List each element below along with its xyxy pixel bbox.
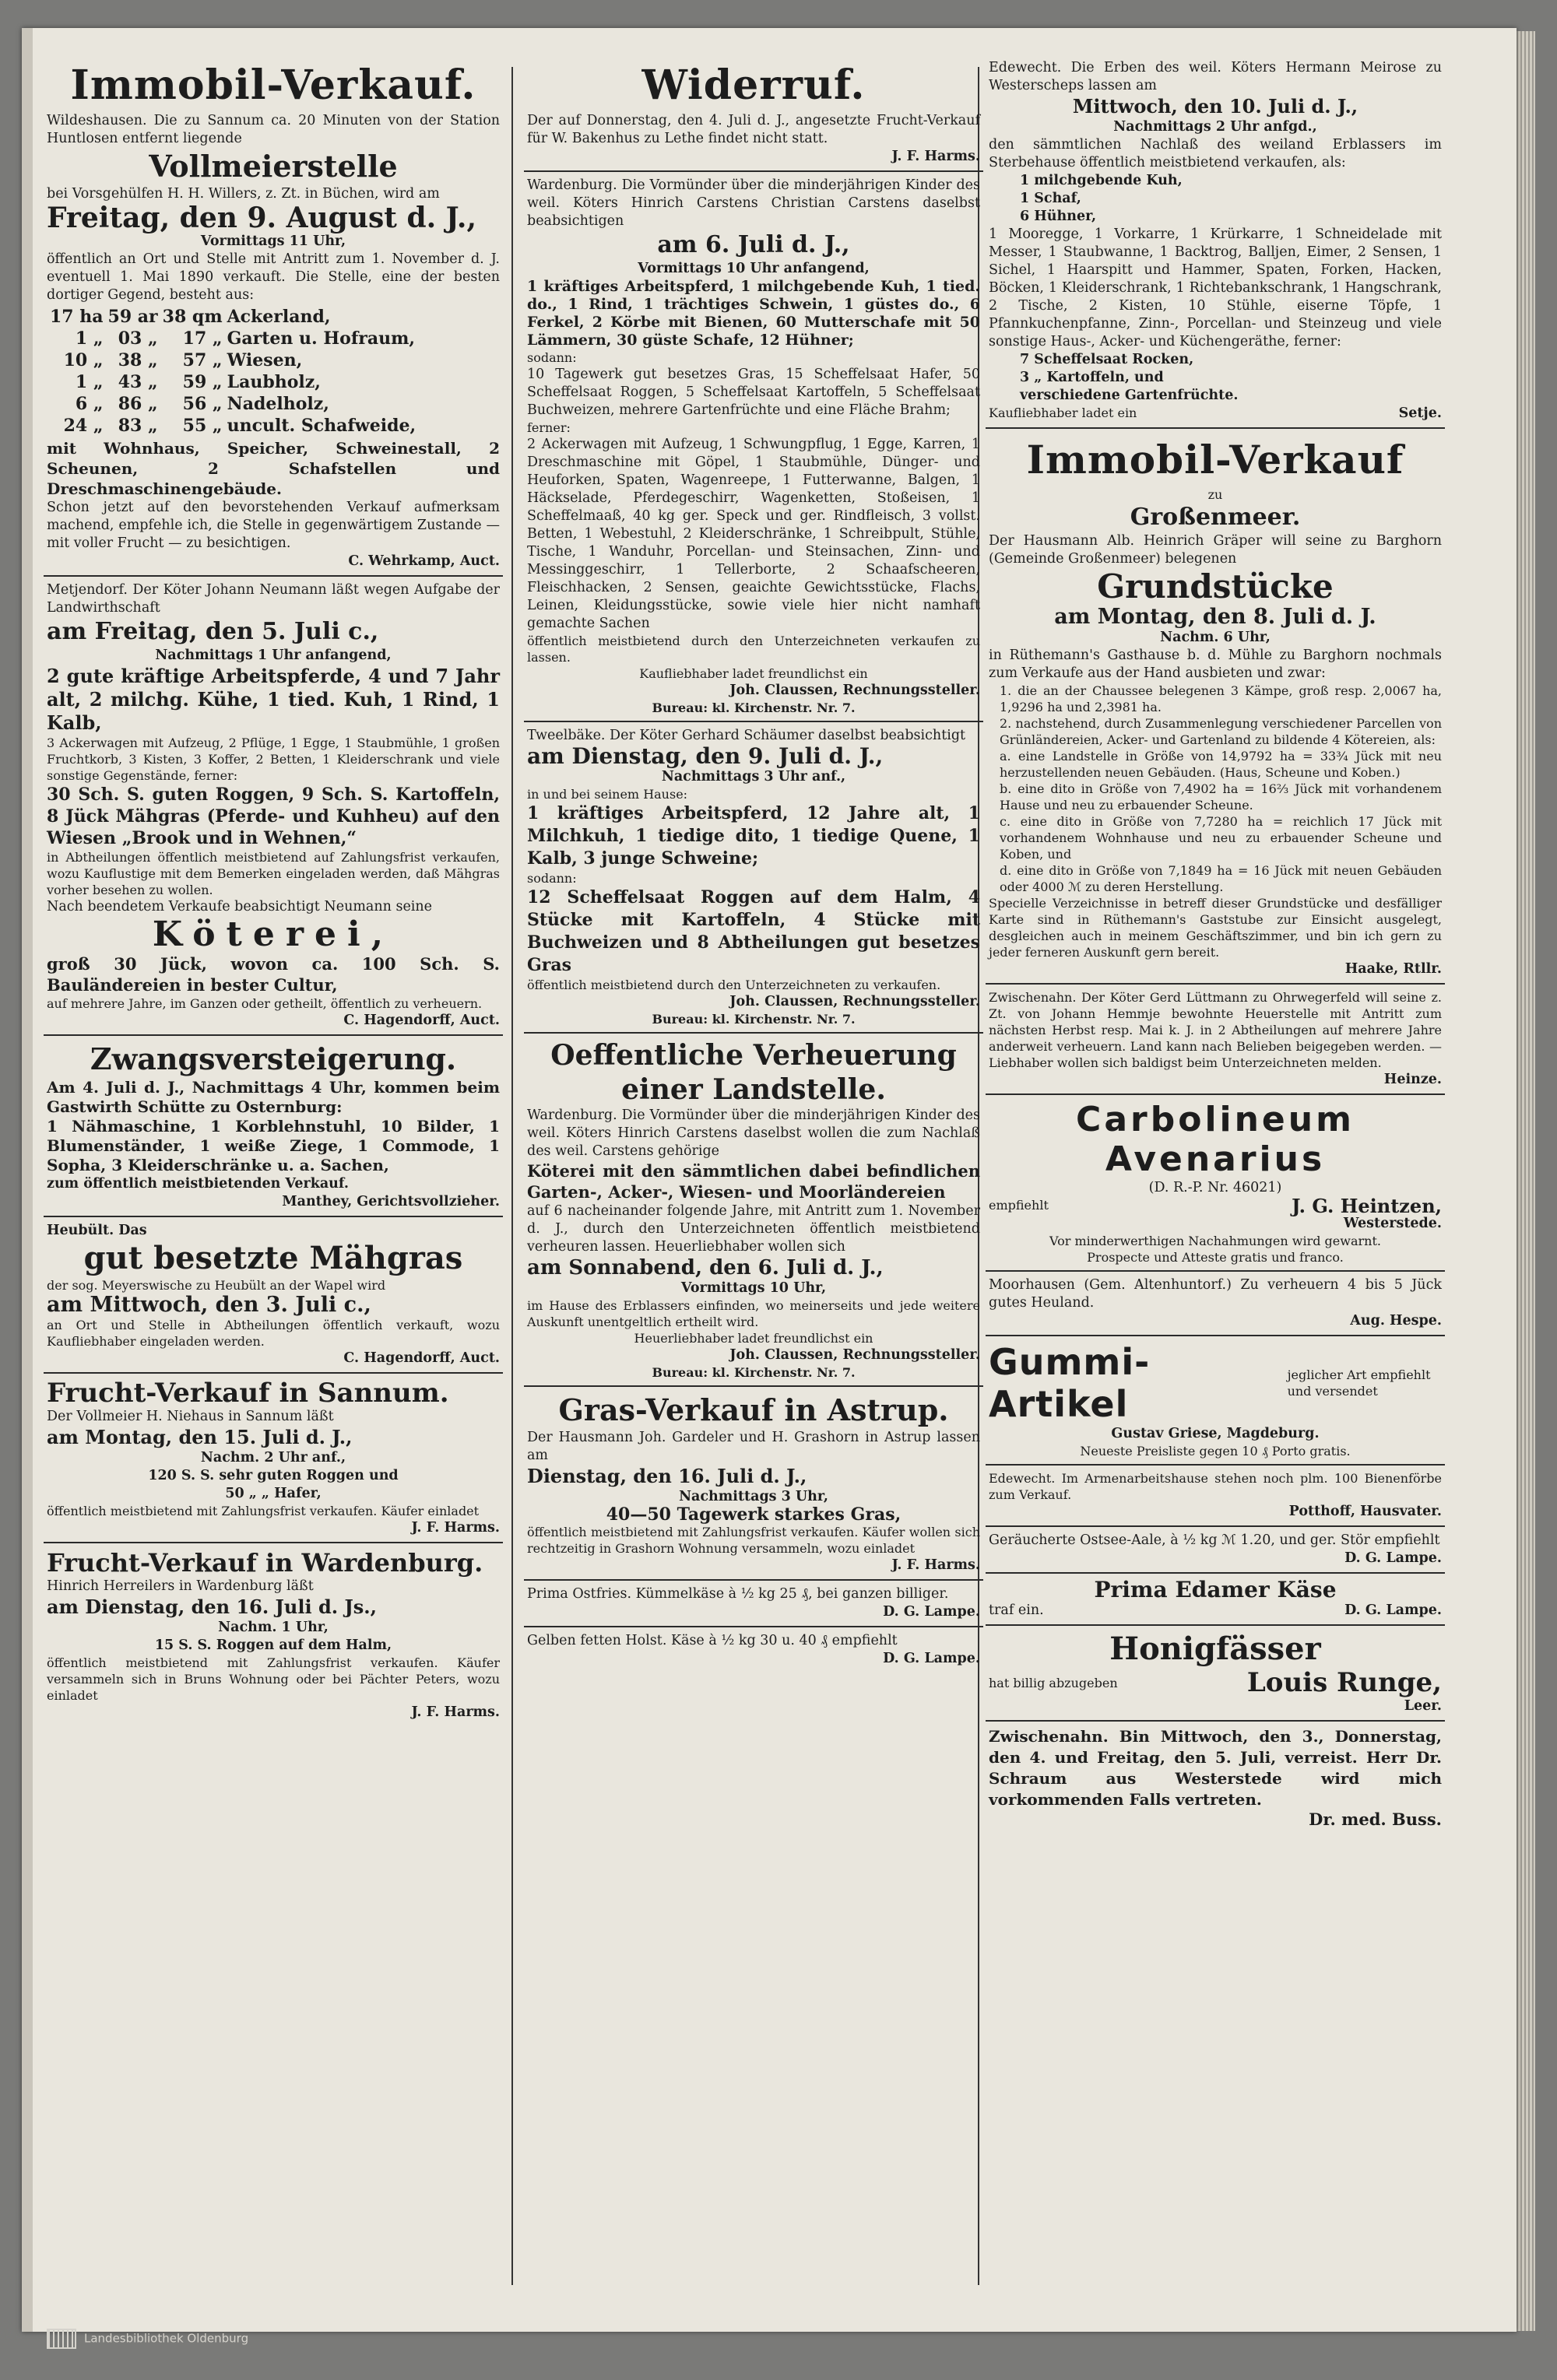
ad-seller: J. G. Heintzen,	[1292, 1195, 1442, 1217]
land-cell-a: 03 „	[118, 328, 158, 349]
binding-edge	[22, 28, 33, 2332]
land-cell-qm: 57 „	[182, 350, 223, 370]
ad-items: 1 Mooregge, 1 Vorkarre, 1 Krürkarre, 1 Schneidelade mit Messer, 1 Staubwanne, 1 Backtrog, Balljen, Eimer, 2 Sensen, 1 Sichel, 1 Haarspitt und Hammer, Spaten, Forken, Hacken, Böcken, 1 Kleiderschrank, 1 Richtebankschrank, 1 Hangschrank, 2 Tische, 2 Kisten, 10 Stühle, eiserne Töpfe, 1 Pfannkuchenpfanne, Zinn-, Porcellan- und Steinzeug und viele sonstige Haus-, Acker- und Küchengeräthe, ferner:	[989, 226, 1442, 349]
ad-terms: öffentlich meistbietend durch den Unterzeichneten zu verkaufen.	[527, 978, 941, 992]
parcel-item: c. eine dito in Größe von 7,7280 ha = reichlich 17 Jück mit vorhandenem Wohnhause und neu zu erbauender Scheune und Koben, und	[1000, 814, 1442, 862]
ad-terms: öffentlich meistbietend mit Zahlungsfrist verkaufen. Käufer wollen sich rechtzeitig in Grashorn Wohnung versammeln, wozu einladet	[527, 1525, 980, 1556]
ad-object: Köterei mit den sämmtlichen dabei befindlichen Garten-, Acker-, Wiesen- und Moorländereien	[527, 1161, 980, 1202]
land-cell-ha: 17 ha	[50, 307, 104, 327]
ad-time: Vormittags 10 Uhr anfangend,	[638, 261, 870, 276]
parcel-item: 1. die an der Chaussee belegenen 3 Kämpe, groß resp. 2,0067 ha, 1,9296 ha und 2,3981 ha.	[1000, 683, 1442, 714]
ad-date: am Montag, den 15. Juli d. J.,	[47, 1426, 353, 1448]
ad-price: Neueste Preisliste gegen 10 ₰ Porto gratis.	[1080, 1444, 1351, 1459]
ad-place: Leer.	[1404, 1698, 1442, 1714]
ad-moorhausen	[986, 1276, 1445, 1336]
ad-intro: Der Hausmann Joh. Gardeler und H. Grashorn in Astrup lassen am	[527, 1430, 980, 1463]
ad-terms: öffentlich meistbietend mit Zahlungsfrist verkaufen. Käufer einladet	[47, 1504, 480, 1518]
ad-crop2: 3 „ Kartoffeln, und	[1020, 370, 1164, 385]
ad-animals: 1 kräftiges Arbeitspferd, 12 Jahre alt, 1 Milchkuh, 1 tiedige dito, 1 tiedige Quene, 1 Kalb, 3 junge Schweine;	[527, 803, 980, 869]
library-footer	[47, 2329, 248, 2349]
ad-object: Köterei,	[152, 914, 395, 954]
ad-text: Zwischenahn. Bin Mittwoch, den 3., Donnerstag, den 4. und Freitag, den 5. Juli, verreist. Herr Dr. Schraum aus Westerstede wird mich vorkommenden Falls vertreten.	[989, 1727, 1442, 1809]
ad-date: Freitag, den 9. August d. J.,	[47, 202, 476, 234]
ad-tweelbaeke	[524, 727, 983, 1034]
land-cell-qm: 17 „	[182, 328, 223, 349]
ad-intro: Der Vollmeier H. Niehaus in Sannum läßt	[47, 1409, 334, 1424]
ad-object: Vollmeierstelle	[149, 149, 398, 184]
ad-date: am Mittwoch, den 3. Juli c.,	[47, 1293, 371, 1317]
column-2	[524, 59, 983, 2296]
ad-intro: Wildeshausen. Die zu Sannum ca. 20 Minuten von der Station Huntlosen entfernt liegende	[47, 113, 500, 146]
ad-signature: Heinze.	[1383, 1072, 1442, 1087]
ad-terms2: auf mehrere Jahre, im Ganzen oder getheilt, öffentlich zu verheuern.	[47, 996, 483, 1011]
ad-terms: öffentlich an Ort und Stelle mit Antritt zum 1. November d. J. eventuell 1. Mai 1890 verkauft. Die Stelle, eine der besten dortiger Gegend, besteht aus:	[47, 251, 500, 303]
ad-more: im Hause des Erblassers einfinden, wo meinerseits und jede weitere Auskunft unentgeltlich ertheilt wird.	[527, 1298, 980, 1329]
ad-carbolineum	[986, 1100, 1445, 1272]
ad-signature: Dr. med. Buss.	[1309, 1810, 1442, 1829]
ad-title2: Avenarius	[1105, 1139, 1326, 1179]
ad-intro: Metjendorf. Der Köter Johann Neumann läßt wegen Aufgabe der Landwirthschaft	[47, 582, 500, 616]
ad-item2: 50 „ „ Hafer,	[225, 1486, 322, 1501]
ad-signature: D. G. Lampe.	[1344, 1550, 1442, 1566]
ad-intro: Edewecht. Die Erben des weil. Köters Hermann Meirose zu Westerscheps lassen am	[989, 60, 1442, 93]
land-cell-use: Garten u. Hofraum,	[227, 328, 416, 349]
ad-terms: den sämmtlichen Nachlaß des weiland Erblassers im Sterbehause öffentlich meistbietend verkaufen, als:	[989, 137, 1442, 170]
ad-signature: J. F. Harms.	[891, 1557, 980, 1573]
ad-title: Prima Edamer Käse	[1094, 1577, 1337, 1602]
ad-edewecht-nachlass	[986, 59, 1445, 429]
ad-recommends: empfiehlt	[989, 1198, 1049, 1213]
ad-title: Frucht-Verkauf in Wardenburg.	[47, 1548, 483, 1578]
ad-seller: Gustav Griese, Magdeburg.	[1111, 1426, 1320, 1441]
land-cell-qm: 38 qm	[162, 307, 223, 327]
land-cell-use: Nadelholz,	[227, 394, 329, 414]
ad-verheuerung	[524, 1038, 983, 1387]
ad-items: 2 Ackerwagen mit Aufzeug, 1 Schwungpflug, 1 Egge, Karren, 1 Dreschmaschine mit Göpel, 1 Staubmühle, Dünger- und Heuforken, Spaten, Wagenreepe, 1 Futterwanne, Balgen, 1 Häckselade, Pferdegeschirr, Wagenketten, Stoßeisen, 1 Scheffelmaaß, 40 kg ger. Speck und ger. Rindfleisch, 3 vollst. Betten, 1 Webestuhl, 2 Kleiderschränke, 1 Schreibpult, Stühle, Tische, 1 Wanduhr, Porcellan- und Steinsachen, Zinn- und Messinggeschirr, 1 Tellerborte, 2 Schaafscheeren, Fleischhacken, 2 Sensen, geaichte Gewichtsstücke, Flachs, Leinen, Kleidungsstücke, sowie viele hier nicht namhaft gemachte Sachen	[527, 437, 980, 631]
ad-place: Großenmeer.	[1130, 504, 1301, 531]
ad-terms: zum öffentlich meistbietenden Verkauf.	[47, 1176, 349, 1192]
ad-after: Nach beendetem Verkaufe beabsichtigt Neumann seine	[47, 899, 433, 914]
ad-time: Nachmittags 2 Uhr anfgd.,	[1113, 119, 1317, 135]
ad-owner: bei Vorsgehülfen H. H. Willers, z. Zt. in Büchen, wird am	[47, 186, 440, 202]
ad-intro: Tweelbäke. Der Köter Gerhard Schäumer daselbst beabsichtigt	[527, 728, 966, 743]
ad-intro: Der Hausmann Alb. Heinrich Gräper will seine zu Barghorn (Gemeinde Großenmeer) belegenen	[989, 533, 1442, 567]
ad-text: Prima Ostfries. Kümmelkäse à ½ kg 25 ₰, bei ganzen billiger.	[527, 1586, 949, 1602]
ad-text: Geräucherte Ostsee-Aale, à ½ kg ℳ 1.20, und ger. Stör empfiehlt	[989, 1532, 1440, 1548]
ad-title: Immobil-Verkauf.	[70, 61, 476, 109]
ad-dr-buss	[986, 1726, 1445, 1833]
ad-date: am Freitag, den 5. Juli c.,	[47, 618, 379, 645]
animal-item: 1 Schaf,	[1020, 191, 1081, 206]
ad-date: Mittwoch, den 10. Juli d. J.,	[1072, 95, 1358, 118]
ad-time: Vormittags 10 Uhr,	[680, 1280, 827, 1296]
ad-title: Widerruf.	[641, 61, 866, 109]
ad-intro: Wardenburg. Die Vormünder über die minderjährigen Kinder des weil. Köters Hinrich Carstens daselbst wollen die zum Nachlaß des weil. Carstens gehörige	[527, 1108, 980, 1159]
ad-signature: Manthey, Gerichtsvollzieher.	[282, 1194, 500, 1209]
parcel-item: b. eine dito in Größe von 7,4902 ha = 16⅔ Jück mit vorhandenem Hause und neu zu erbauender Scheune.	[1000, 781, 1442, 813]
ad-signature: Potthoff, Hausvater.	[1288, 1504, 1442, 1519]
ad-signature: Haake, Rtllr.	[1344, 961, 1442, 977]
ad-item: 40—50 Tagewerk starkes Gras,	[606, 1504, 902, 1525]
ad-date: am Sonnabend, den 6. Juli d. J.,	[527, 1256, 884, 1280]
ad-body: der sog. Meyerswische zu Heubült an der Wapel wird	[47, 1278, 386, 1293]
ad-title: Gras-Verkauf in Astrup.	[558, 1392, 949, 1427]
ad-signature: J. F. Harms.	[411, 1704, 500, 1720]
ad-seller: Louis Runge,	[1246, 1667, 1442, 1698]
ad-time: Nachm. 1 Uhr,	[218, 1620, 329, 1635]
ad-where: in Rüthemann's Gasthause b. d. Mühle zu Barghorn nochmals zum Verkaufe aus der Hand ausbieten und zwar:	[989, 648, 1442, 681]
land-cell-ha: 6 „	[75, 394, 104, 414]
ad-intro: Heubült. Das	[47, 1223, 147, 1238]
ad-sodann: sodann:	[527, 871, 577, 886]
ad-wardenburg-verkauf	[524, 177, 983, 722]
ad-date: am Dienstag, den 16. Juli d. Js.,	[47, 1595, 378, 1618]
ad-signature: J. F. Harms.	[891, 149, 980, 164]
ad-sodann: sodann:	[527, 350, 577, 365]
ad-signature: Joh. Claussen, Rechnungssteller.	[729, 994, 980, 1009]
ad-buildings: mit Wohnhaus, Speicher, Schweinestall, 2 Scheunen, 2 Schafstellen und Dreschmaschinengebäude.	[47, 439, 500, 498]
ad-text: traf ein.	[989, 1602, 1044, 1618]
land-row	[50, 306, 420, 328]
ad-title: gut besetzte Mähgras	[83, 1240, 463, 1276]
ad-signature: Joh. Claussen, Rechnungssteller.	[729, 683, 980, 698]
ad-where: in und bei seinem Hause:	[527, 787, 688, 802]
ad-side: jeglicher Art empfiehlt und versendet	[1287, 1367, 1431, 1399]
ad-animals: 2 gute kräftige Arbeitspferde, 4 und 7 Jahr alt, 2 milchg. Kühe, 1 tied. Kuh, 1 Rind, 1 Kalb,	[47, 665, 500, 734]
ad-honigfaesser	[986, 1631, 1445, 1722]
ad-text: Zwischenahn. Der Köter Gerd Lüttmann zu Ohrwegerfeld will seine z. Zt. von Johann Hemmje bewohnte Heuerstelle mit Antritt zum nächsten Herbst resp. Mai k. J. in 2 Abtheilungen auf mehrere Jahre anderweit verheuern. Land kann nach Belieben beigegeben werden. — Liebhaber wollen sich baldigst beim Unterzeichneten melden.	[989, 990, 1442, 1070]
ad-date: am 6. Juli d. J.,	[657, 231, 850, 258]
ad-intro: Hinrich Herreilers in Wardenburg läßt	[47, 1578, 314, 1594]
land-row	[50, 371, 420, 393]
ad-date: am Dienstag, den 9. Juli d. J.,	[527, 743, 884, 769]
ad-signature: Aug. Hespe.	[1350, 1313, 1442, 1329]
parcel-item: 2. nachstehend, durch Zusammenlegung verschiedener Parcellen von Grünländereien, Acker- und Gartenland zu bildende 4 Kötereien, als:	[1000, 716, 1442, 747]
ad-text: Gelben fetten Holst. Käse à ½ kg 30 u. 40 ₰ empfiehlt	[527, 1633, 898, 1648]
land-cell-a: 59 ar	[107, 307, 158, 327]
ad-text: Moorhausen (Gem. Altenhuntorf.) Zu verheuern 4 bis 5 Jück gutes Heuland.	[989, 1277, 1442, 1311]
ad-size: groß 30 Jück, wovon ca. 100 Sch. S. Bauländereien in bester Cultur,	[47, 954, 500, 995]
ad-widerruf	[524, 59, 983, 172]
ad-kuemmelkaese	[524, 1585, 983, 1627]
ad-zu: zu	[1207, 487, 1223, 502]
land-cell-ha: 24 „	[63, 416, 104, 436]
ad-item: 15 S. S. Roggen auf dem Halm,	[154, 1638, 392, 1653]
ad-body: Der auf Donnerstag, den 4. Juli d. J., angesetzte Frucht-Verkauf für W. Bakenhus zu Lethe findet nicht statt.	[527, 113, 980, 146]
ad-gummi-artikel	[986, 1341, 1445, 1466]
ad-terms: an Ort und Stelle in Abtheilungen öffentlich verkauft, wozu Kaufliebhaber eingeladen werden.	[47, 1318, 500, 1349]
ad-animals: 1 kräftiges Arbeitspferd, 1 milchgebende Kuh, 1 tied. do., 1 Rind, 1 trächtiges Schwein, 1 güstes do., 6 Ferkel, 2 Körbe mit Bienen, 60 Mutterschafe mit 50 Lämmern, 30 güste Schafe, 12 Hühner;	[527, 278, 980, 349]
land-cell-qm: 55 „	[182, 416, 223, 436]
land-cell-a: 83 „	[118, 416, 158, 436]
ad-terms: öffentlich meistbietend durch den Unterzeichneten verkaufen zu lassen.	[527, 634, 980, 665]
land-table	[50, 306, 420, 437]
ad-terms: auf 6 nacheinander folgende Jahre, mit Antritt zum 1. November d. J., durch den Unterzeichneten öffentlich meistbietend verheuren lassen. Heuerliebhaber wollen sich	[527, 1203, 980, 1255]
ad-signature: Setje.	[1398, 405, 1442, 421]
land-cell-use: Wiesen,	[227, 350, 303, 370]
ad-edamer-kaese	[986, 1578, 1445, 1626]
ad-holst-kaese	[524, 1632, 983, 1673]
ad-object: Grundstücke	[1097, 567, 1334, 606]
ad-closing: Schon jetzt auf den bevorstehenden Verkauf aufmerksam machend, empfehle ich, die Stelle in gegenwärtigem Zustande — mit voller Frucht — zu besichtigen.	[47, 500, 500, 551]
ad-crop3: verschiedene Gartenfrüchte.	[1020, 388, 1239, 403]
ad-time: Vormittags 11 Uhr,	[200, 233, 346, 249]
ad-immobil-grossenmeer	[986, 434, 1445, 985]
ad-crops: 10 Tagewerk gut besetzes Gras, 15 Scheffelsaat Hafer, 50 Scheffelsaat Roggen, 5 Scheffelsaat Kartoffeln, 5 Scheffelsaat Buchweizen, mehrere Gartenfrüchte und eine Fläche Brahm;	[527, 367, 980, 418]
ad-title: Immobil-Verkauf	[1026, 437, 1404, 483]
land-cell-use: Laubholz,	[227, 372, 321, 392]
ad-invite: Heuerliebhaber ladet freundlichst ein	[634, 1331, 873, 1346]
ad-bureau: Bureau: kl. Kirchenstr. Nr. 7.	[652, 700, 856, 715]
ad-signature: D. G. Lampe.	[883, 1651, 980, 1666]
ad-frucht-wardenburg	[44, 1548, 503, 1726]
ad-closing: Specielle Verzeichnisse in betreff dieser Grundstücke und desfälliger Karte sind in Rüthemann's Gaststube zur Einsicht ausgelegt, desgleichen auch in meinem Geschäftszimmer, und bin ich gern zu jeder ferneren Auskunft gern bereit.	[989, 896, 1442, 960]
ad-title: Zwangsversteigerung.	[90, 1041, 457, 1076]
ad-items: 1 Nähmaschine, 1 Korblehnstuhl, 10 Bilder, 1 Blumenständer, 1 weiße Ziege, 1 Commode, 1 Sopha, 3 Kleiderschränke u. a. Sachen,	[47, 1117, 500, 1174]
animal-list	[989, 172, 1442, 226]
ad-ferner: ferner:	[527, 420, 571, 435]
ad-date: am Montag, den 8. Juli d. J.	[1054, 605, 1376, 629]
ad-signature: J. F. Harms.	[411, 1520, 500, 1536]
ad-text: Edewecht. Im Armenarbeitshause stehen noch plm. 100 Bienenförbe zum Verkauf.	[989, 1471, 1442, 1502]
column-1	[44, 59, 503, 2296]
parcel-item: a. eine Landstelle in Größe von 14,9792 ha = 33¾ Jück mit neu herzustellenden neuen Gebäuden. (Haus, Scheune und Koben.)	[1000, 749, 1442, 780]
land-cell-ha: 1 „	[75, 372, 104, 392]
ad-crops: 12 Scheffelsaat Roggen auf dem Halm, 4 Stücke mit Kartoffeln, 4 Stücke mit Buchweizen und 8 Abtheilungen gut besetzes Gras	[527, 887, 980, 975]
column-3	[986, 59, 1445, 2296]
ad-metjendorf	[44, 581, 503, 1036]
ad-zwangsversteigerung	[44, 1041, 503, 1217]
ad-invite: Kaufliebhaber ladet freundlichst ein	[639, 666, 868, 681]
ad-bureau: Bureau: kl. Kirchenstr. Nr. 7.	[652, 1365, 856, 1380]
parcel-item: d. eine dito in Größe von 7,1849 ha = 16 Jück mit neuen Gebäuden oder 4000 ℳ zu deren Herstellung.	[1000, 863, 1442, 894]
ad-time: Nachmittags 3 Uhr anf.,	[661, 769, 846, 785]
land-cell-a: 38 „	[118, 350, 158, 370]
ad-ostsee-aale	[986, 1532, 1445, 1574]
ad-body: Am 4. Juli d. J., Nachmittags 4 Uhr, kommen beim Gastwirth Schütte zu Osternburg:	[47, 1078, 500, 1116]
newspaper-page	[22, 28, 1517, 2332]
land-row	[50, 328, 420, 349]
animal-item: 1 milchgebende Kuh,	[1020, 173, 1183, 188]
ad-terms: öffentlich meistbietend mit Zahlungsfrist verkaufen. Käufer versammeln sich in Bruns Wohnung oder bei Pächter Peters, wozu einladet	[47, 1655, 500, 1703]
land-row	[50, 349, 420, 371]
ad-time: Nachmittags 1 Uhr anfangend,	[155, 648, 392, 663]
ad-time: Nachm. 2 Uhr anf.,	[200, 1450, 346, 1466]
ad-signature: C. Wehrkamp, Auct.	[348, 553, 500, 569]
ad-place: Westerstede.	[1343, 1216, 1442, 1231]
ad-bureau: Bureau: kl. Kirchenstr. Nr. 7.	[652, 1012, 856, 1027]
ad-intro: Wardenburg. Die Vormünder über die minderjährigen Kinder des weil. Köters Hinrich Carstens Christian Carstens daselbst beabsichtigen	[527, 177, 980, 229]
ad-text: hat billig abzugeben	[989, 1675, 1118, 1690]
parcel-list	[989, 683, 1442, 895]
library-building-icon	[47, 2329, 76, 2349]
ad-time: Nachmittags 3 Uhr,	[679, 1489, 828, 1504]
ad-signature: D. G. Lampe.	[1344, 1602, 1442, 1618]
ad-signature: D. G. Lampe.	[883, 1604, 980, 1620]
ad-item1: 120 S. S. sehr guten Roggen und	[148, 1468, 399, 1483]
land-cell-use: uncult. Schafweide,	[227, 416, 416, 436]
ad-crops: 30 Sch. S. guten Roggen, 9 Sch. S. Kartoffeln, 8 Jück Mähgras (Pferde- und Kuhheu) auf den Wiesen „Brook und in Wehnen,“	[47, 785, 500, 848]
ad-patent: (D. R.-P. Nr. 46021)	[1148, 1180, 1282, 1195]
ad-title: Frucht-Verkauf in Sannum.	[47, 1378, 449, 1409]
land-cell-use: Ackerland,	[227, 307, 331, 327]
library-name: Landesbibliothek Oldenburg	[84, 2331, 249, 2346]
ad-heubuelt	[44, 1222, 503, 1374]
ad-gras-astrup	[524, 1392, 983, 1581]
ad-items: 3 Ackerwagen mit Aufzeug, 2 Pflüge, 1 Egge, 1 Staubmühle, 1 großen Fruchtkorb, 3 Kisten, 3 Koffer, 2 Betten, 1 Kleiderschrank und viele sonstige Gegenstände, ferner:	[47, 735, 500, 783]
animal-item: 6 Hühner,	[1020, 209, 1097, 224]
land-cell-ha: 1 „	[75, 328, 104, 349]
ad-edewecht-bienen	[986, 1470, 1445, 1527]
ad-time: Nachm. 6 Uhr,	[1160, 630, 1271, 645]
ad-title: Honigfässer	[1109, 1631, 1321, 1667]
land-row	[50, 415, 420, 437]
ad-signature: C. Hagendorff, Auct.	[343, 1013, 500, 1028]
ad-info: Prospecte und Atteste gratis und franco.	[1087, 1250, 1344, 1265]
ad-title: Oeffentliche Verheuerung einer Landstelle.	[550, 1039, 957, 1106]
ad-frucht-sannum	[44, 1378, 503, 1543]
ad-title1: Carbolineum	[1076, 1100, 1355, 1139]
ad-warning: Vor minderwerthigen Nachahmungen wird gewarnt.	[1049, 1234, 1381, 1248]
ad-terms: in Abtheilungen öffentlich meistbietend auf Zahlungsfrist verkaufen, wozu Kauflustige mit dem Bemerken eingeladen werden, daß Mähgras vorher besehen zu wollen.	[47, 850, 500, 897]
ad-crop1: 7 Scheffelsaat Rocken,	[1020, 352, 1194, 367]
land-row	[50, 393, 420, 415]
land-cell-qm: 59 „	[182, 372, 223, 392]
column-rule	[511, 67, 513, 2285]
ad-invite: Kaufliebhaber ladet ein	[989, 405, 1137, 420]
ad-signature: C. Hagendorff, Auct.	[343, 1350, 500, 1366]
ad-date: Dienstag, den 16. Juli d. J.,	[527, 1465, 807, 1487]
ad-signature: Joh. Claussen, Rechnungssteller.	[729, 1347, 980, 1363]
land-cell-a: 86 „	[118, 394, 158, 414]
ad-title: Gummi-Artikel	[989, 1341, 1151, 1425]
land-cell-a: 43 „	[118, 372, 158, 392]
ad-immobil-verkauf-wildeshausen	[44, 59, 503, 577]
ad-zwischenahn-heuer	[986, 989, 1445, 1095]
land-cell-ha: 10 „	[63, 350, 104, 370]
land-cell-qm: 56 „	[182, 394, 223, 414]
